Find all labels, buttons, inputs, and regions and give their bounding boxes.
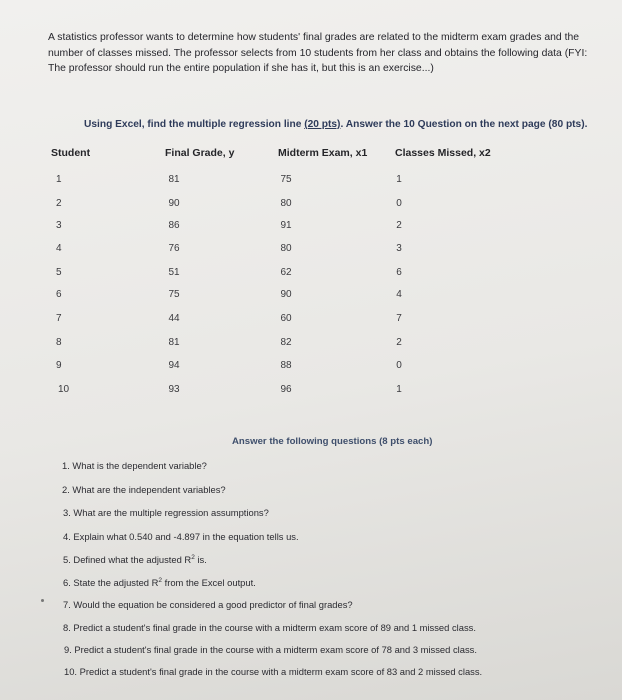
classes-missed-cell: 3 [396,243,402,254]
question-item: 3. What are the multiple regression assumptions? [63,507,269,518]
answer-heading: Answer the following questions (8 pts each) [232,436,433,447]
student-cell: 1 [56,174,62,185]
final-grade-cell: 76 [168,243,180,254]
final-grade-cell: 90 [168,198,180,209]
student-cell: 5 [56,267,62,278]
question-item [63,554,207,565]
classes-missed-cell: 6 [396,267,402,278]
student-cell: 6 [56,289,62,300]
question-text: 6. State the adjusted R [63,577,159,588]
classes-missed-cell: 1 [396,174,402,185]
midterm-cell: 91 [280,220,292,231]
classes-missed-cell: 7 [396,313,402,324]
question-suffix: is. [194,554,207,565]
classes-missed-cell: 0 [396,198,402,209]
classes-missed-cell: 2 [396,337,402,348]
instruction-after: . Answer the 10 Question on the next page (80 pts). [340,119,588,130]
student-cell: 8 [56,337,62,348]
midterm-cell: 80 [280,198,292,209]
final-grade-cell: 81 [168,174,180,185]
final-grade-cell: 51 [168,267,180,278]
student-cell: 2 [56,198,62,209]
question-suffix: from the Excel output. [162,577,256,588]
problem-intro: A statistics professor wants to determine how students' final grades are related to the midterm exam grades and the number of classes missed. The professor selects from 10 students from her class and obtains the following data (FYI: The professor should run the entire population if she has it, but this is an exercise...) [48,32,588,74]
classes-missed-cell: 4 [396,289,402,300]
excel-instruction [84,119,587,130]
question-item [63,577,256,588]
final-grade-cell: 86 [168,220,180,231]
midterm-cell: 60 [280,313,292,324]
student-cell: 9 [56,360,62,371]
header-midterm: Midterm Exam, x1 [278,147,368,159]
question-item: 10. Predict a student's final grade in the course with a midterm exam score of 83 and 2 missed class. [64,666,483,677]
instruction-points: (20 pts) [304,119,341,130]
midterm-cell: 75 [280,174,292,185]
final-grade-cell: 81 [168,337,180,348]
student-cell: 4 [56,243,62,254]
midterm-cell: 96 [280,384,292,395]
instruction-before: Using Excel, find the multiple regression line [84,119,305,130]
question-item: 9. Predict a student's final grade in the course with a midterm exam score of 78 and 3 missed class. [64,644,477,655]
classes-missed-cell: 0 [396,360,402,371]
question-item: 7. Would the equation be considered a good predictor of final grades? [63,599,353,610]
question-item: 2. What are the independent variables? [62,484,226,495]
superscript-two: 2 [158,577,163,584]
header-student: Student [51,147,91,159]
question-item: 8. Predict a student's final grade in the course with a midterm exam score of 89 and 1 missed class. [63,622,476,633]
midterm-cell: 88 [280,360,292,371]
final-grade-cell: 75 [168,289,180,300]
question-item: 1. What is the dependent variable? [62,460,207,471]
midterm-cell: 82 [280,337,292,348]
student-cell: 7 [56,313,62,324]
classes-missed-cell: 1 [396,384,402,395]
student-cell: 3 [56,220,62,231]
classes-missed-cell: 2 [396,220,402,231]
paper-speck [41,599,44,602]
header-final-grade: Final Grade, y [165,147,235,159]
question-item: 4. Explain what 0.540 and -4.897 in the equation tells us. [63,531,299,542]
student-cell: 10 [58,384,70,395]
midterm-cell: 80 [280,243,292,254]
final-grade-cell: 94 [168,360,180,371]
final-grade-cell: 93 [168,384,180,395]
midterm-cell: 62 [280,267,292,278]
final-grade-cell: 44 [168,313,180,324]
superscript-two: 2 [191,554,195,561]
midterm-cell: 90 [280,289,292,300]
question-text: 5. Defined what the adjusted R [63,554,192,565]
header-classes-missed: Classes Missed, x2 [395,147,491,159]
